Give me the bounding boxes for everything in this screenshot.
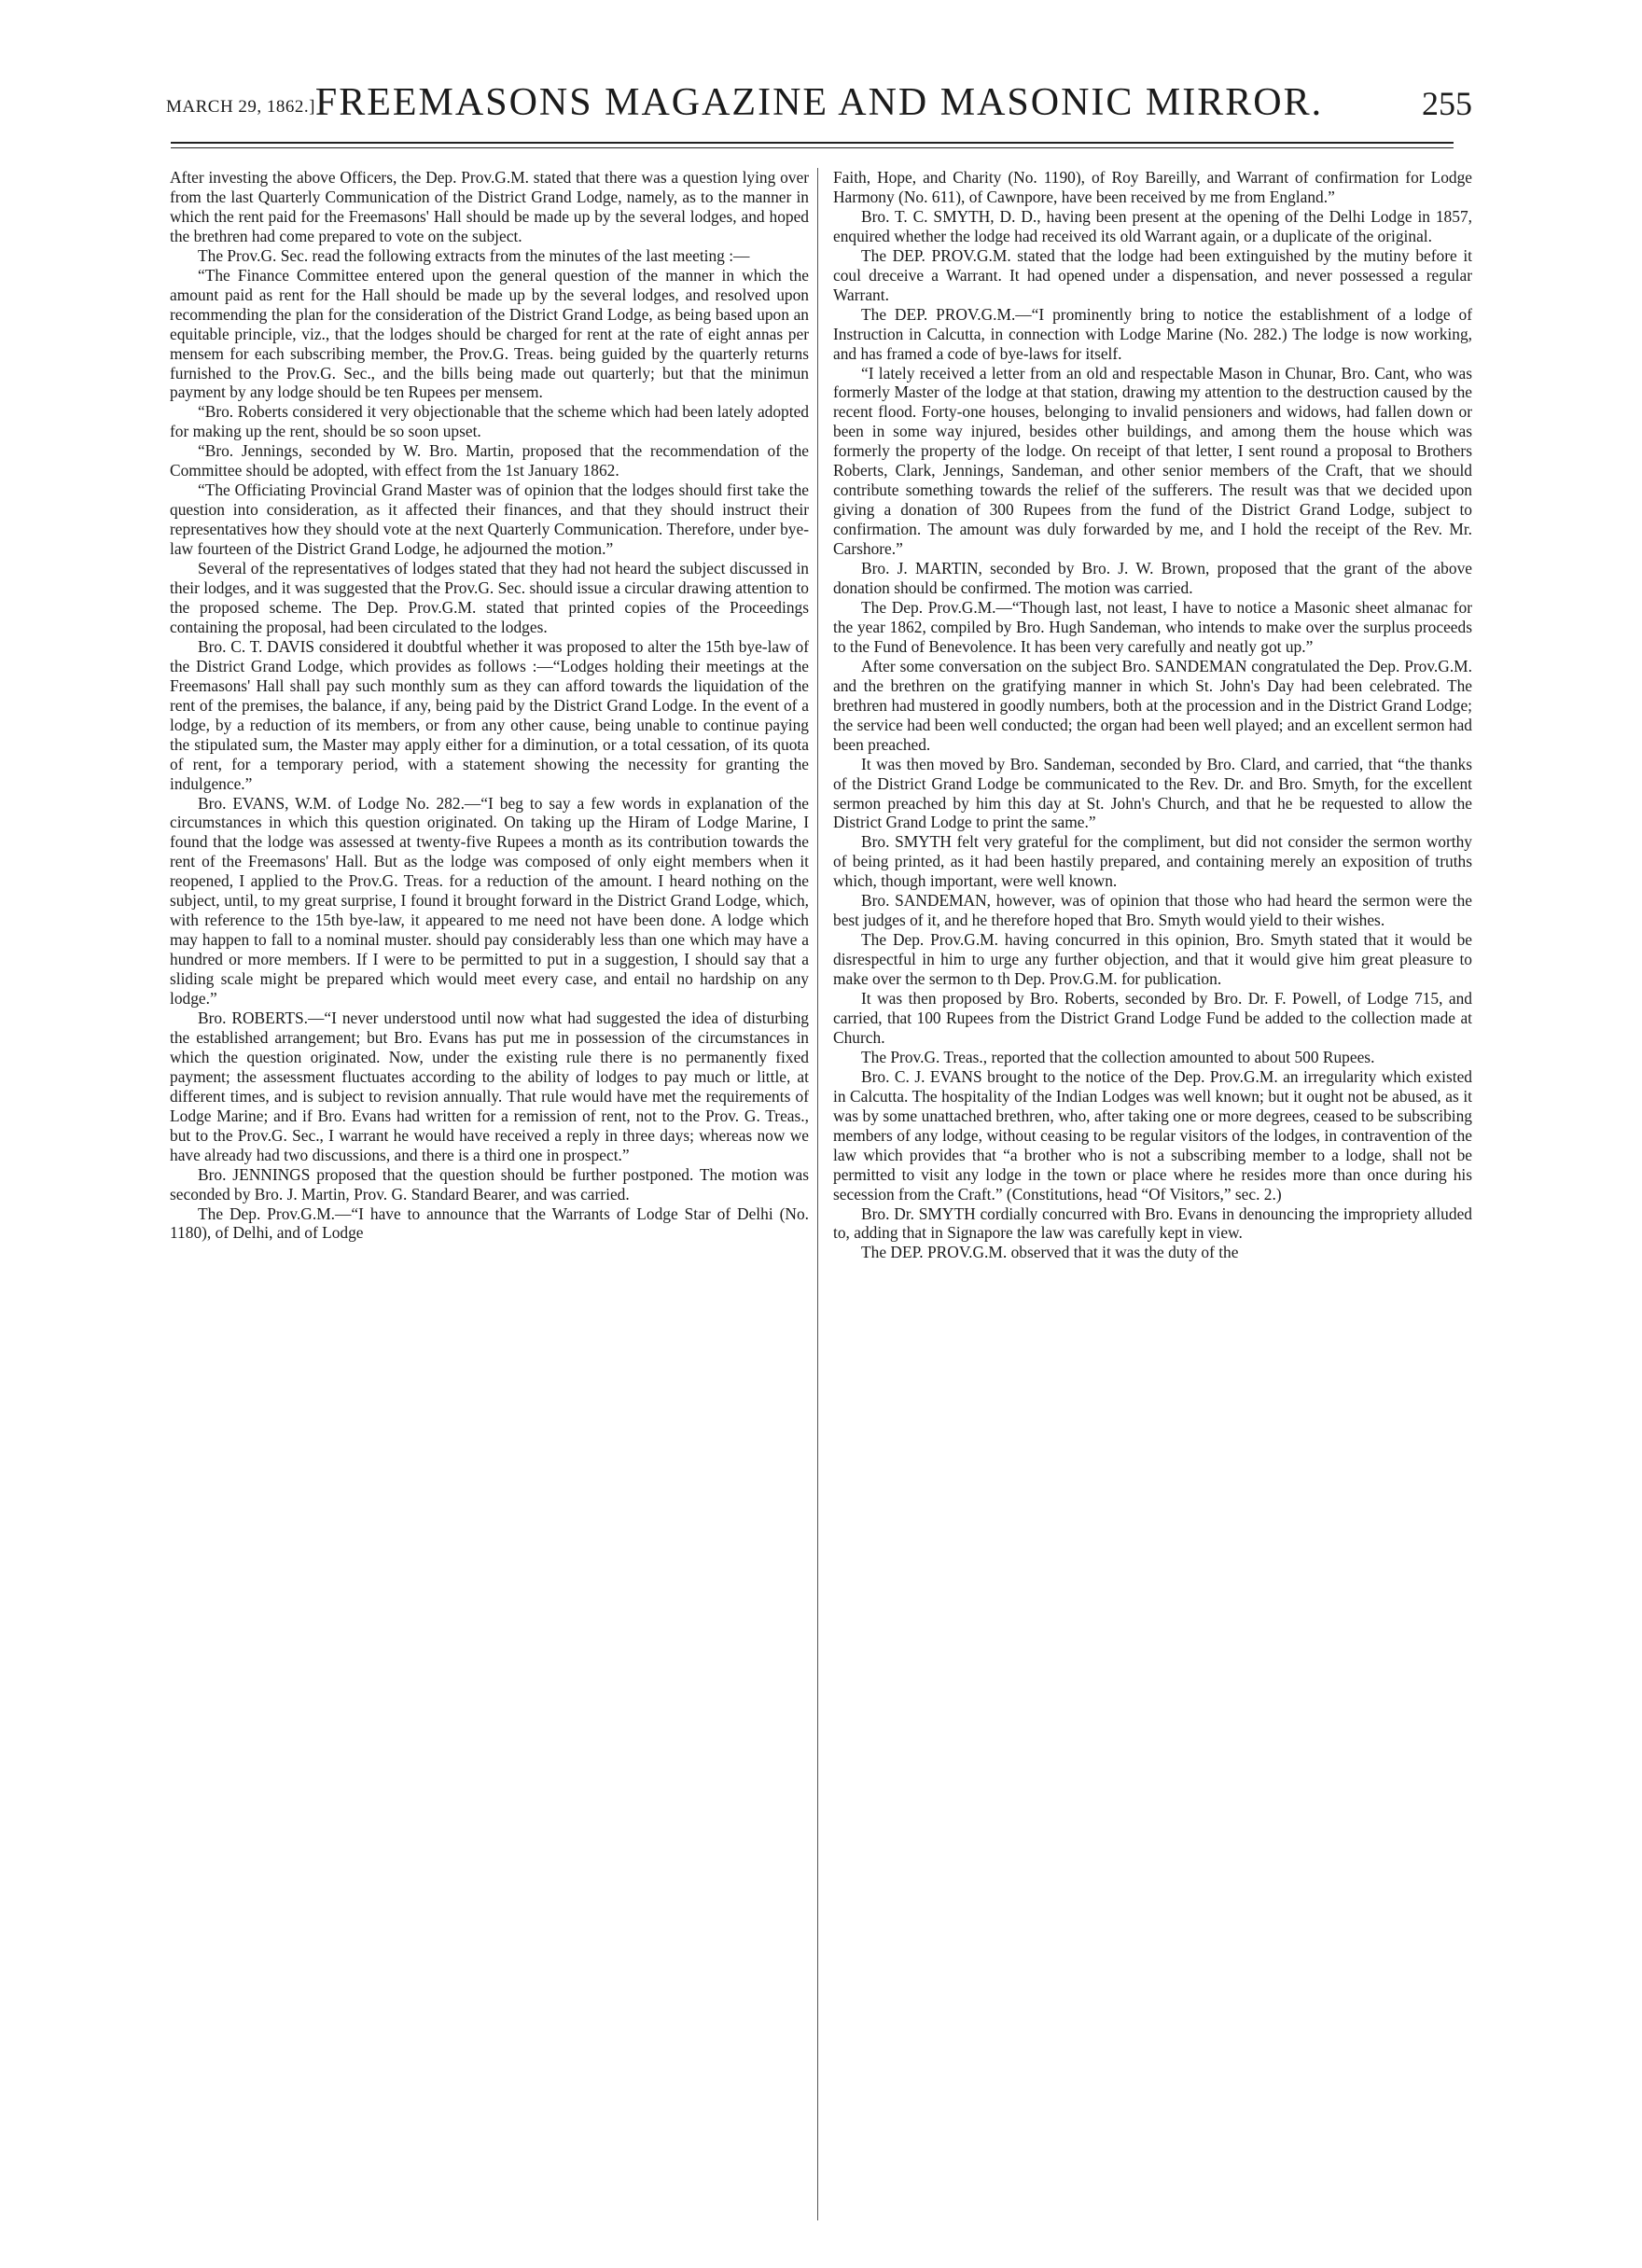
issue-date: MARCH 29, 1862.] — [166, 97, 316, 117]
paragraph: Bro. SANDEMAN, however, was of opinion that those who had heard the sermon were the best judges of it, and he therefore hoped that Bro. Smyth would yield to their wishes. — [833, 891, 1472, 930]
page-number: 255 — [1422, 85, 1472, 122]
paragraph: The DEP. PROV.G.M.—“I prominently bring to notice the establishment of a lodge of Instruction in Calcutta, in connection with Lodge Marine (No. 282.) The lodge is now working, and has framed a code of bye-laws for itself. — [833, 304, 1472, 363]
magazine-title: FREEMASONS MAGAZINE AND MASONIC MIRROR. — [314, 81, 1324, 124]
paragraph: It was then moved by Bro. Sandeman, seconded by Bro. Clard, and carried, that “the thanks of the District Grand Lodge be communicated to the Rev. Dr. and Bro. Smyth, for the excellent sermon preached by him this day at St. John's Church, and that he be requested to allow the District Grand Lodge to print the same.” — [833, 754, 1472, 832]
paragraph: The DEP. PROV.G.M. observed that it was the duty of the — [861, 1243, 1239, 1262]
right-column — [833, 168, 1472, 1262]
paragraph: Bro. T. C. SMYTH, D. D., having been present at the opening of the Delhi Lodge in 1857, enquired whether the lodge had received its old Warrant again, or a duplicate of the original. — [833, 206, 1472, 245]
paragraph: Bro. J. MARTIN, seconded by Bro. J. W. Brown, proposed that the grant of the above donation should be confirmed. The motion was carried. — [833, 559, 1472, 598]
left-column — [170, 168, 809, 1243]
paragraph: Bro. SMYTH felt very grateful for the compliment, but did not consider the sermon worthy of being printed, as it had been hastily prepared, and containing merely an exposition of truths which, though important, were well known. — [833, 832, 1472, 891]
paragraph: Bro. EVANS, W.M. of Lodge No. 282.—“I beg to say a few words in explanation of the circumstances in which this question originated. On taking up the Hiram of Lodge Marine, I found that the lodge was assessed at twenty-five Rupees a month as its contribution towards the rent of the Freemasons' Hall. But as the lodge was composed of only eight members when it reopened, I applied to the Prov.G. Treas. for a reduction of the amount. I heard nothing on the subject, until, to my great surprise, I found it brought forward in the District Grand Lodge, which, with reference to the 15th bye-law, it appeared to me need not have been done. A lodge which may happen to fall to a nominal muster. should pay considerably less than one which may have a hundred or more members. If I were to be permitted to put in a suggestion, I should say that a sliding scale might be prepared which would meet every case, and entail no hardship on any lodge.” — [170, 793, 809, 1009]
paragraph: Bro. ROBERTS.—“I never understood until now what had suggested the idea of disturbing the established arrangement; but Bro. Evans has put me in possession of the circumstances in which the question originated. Now, under the existing rule there is no permanently fixed payment; the assessment fluctuates according to the ability of lodges to pay much or little, at different times, and is subject to revision annually. That rule would have met the requirements of Lodge Marine; and if Bro. Evans had written for a remission of rent, not to the Prov. G. Treas., but to the Prov.G. Sec., I warrant he would have received a reply in three days; whereas now we have already had two discussions, and there is a third one in prospect.” — [170, 1008, 809, 1164]
column-divider — [817, 168, 818, 2220]
paragraph: The Dep. Prov.G.M.—“I have to announce that the Warrants of Lodge Star of Delhi (No. 1180), of Delhi, and of Lodge — [170, 1204, 809, 1243]
paragraph: Bro. C. T. DAVIS considered it doubtful whether it was proposed to alter the 15th bye-law of the District Grand Lodge, which provides as follows :—“Lodges holding their meetings at the Freemasons' Hall shall pay such monthly sum as they can afford towards the liquidation of the rent of the premises, the balance, if any, being paid by the District Grand Lodge. In the event of a lodge, by a reduction of its members, or from any other cause, being unable to continue paying the stipulated sum, the Master may apply either for a diminution, or a total cessation, of its quota of rent, for a temporary period, with a statement showing the necessity for granting the indulgence.” — [170, 636, 809, 793]
paragraph: The DEP. PROV.G.M. stated that the lodge had been extinguished by the mutiny before it coul dreceive a Warrant. It had opened under a dispensation, and never possessed a regular Warrant. — [833, 245, 1472, 304]
paragraph: It was then proposed by Bro. Roberts, seconded by Bro. Dr. F. Powell, of Lodge 715, and carried, that 100 Rupees from the District Grand Lodge Fund be added to the collection made at Church. — [833, 989, 1472, 1047]
header-rule — [171, 142, 1454, 144]
paragraph: Faith, Hope, and Charity (No. 1190), of Roy Bareilly, and Warrant of confirmation for Lodge Harmony (No. 611), of Cawnpore, have been received by me from England.” — [833, 168, 1472, 206]
paragraph: The Dep. Prov.G.M.—“Though last, not least, I have to notice a Masonic sheet almanac for the year 1862, compiled by Bro. Hugh Sandeman, who intends to make over the surplus proceeds to the Fund of Benevolence. It has been very carefully and neatly got up.” — [833, 597, 1472, 656]
running-header — [166, 80, 1472, 138]
paragraph: Bro. C. J. EVANS brought to the notice of the Dep. Prov.G.M. an irregularity which existed in Calcutta. The hospitality of the Indian Lodges was well known; but it ought not be abused, as it was by some unattached brethren, who, after taking one or more degrees, ceased to be subscribing members of any lodge, without ceasing to be regular visitors of the lodges, in contravention of the law which provides that “a brother who is not a subscribing member to a lodge, shall not be permitted to visit any lodge in the town or place where he resides more than once during his secession from the Craft.” (Constitutions, head “Of Visitors,” sec. 2.) — [833, 1066, 1472, 1204]
paragraph: The Dep. Prov.G.M. having concurred in this opinion, Bro. Smyth stated that it would be disrespectful in him to urge any further objection, and that it would give him great pleasure to make over the sermon to th Dep. Prov.G.M. for publication. — [833, 930, 1472, 989]
paragraph: “I lately received a letter from an old and respectable Mason in Chunar, Bro. Cant, who was formerly Master of the lodge at that station, drawing my attention to the destruction caused by the recent flood. Forty-one houses, belonging to invalid pensioners and widows, had fallen down or been in some way injured, besides other buildings, and among them the house which was formerly the property of the lodge. On receipt of that letter, I sent round a proposal to Brothers Roberts, Clark, Jennings, Sandeman, and other senior members of the Craft, that we should contribute something towards the relief of the sufferers. The result was that we decided upon giving a donation of 300 Rupees from the fund of the District Grand Lodge, subject to confirmation. The amount was duly forwarded by me, and I hold the receipt of the Rev. Mr. Carshore.” — [833, 363, 1472, 559]
paragraph: Several of the representatives of lodges stated that they had not heard the subject discussed in their lodges, and it was suggested that the Prov.G. Sec. should issue a circular drawing attention to the proposed scheme. The Dep. Prov.G.M. stated that printed copies of the Proceedings containing the proposal, had been circulated to the lodges. — [170, 559, 809, 636]
header-rule-thin — [171, 147, 1454, 148]
paragraph: Bro. Dr. SMYTH cordially concurred with Bro. Evans in denouncing the impropriety alluded to, adding that in Signapore the law was carefully kept in view. — [833, 1204, 1472, 1243]
paragraph: The Prov.G. Sec. read the following extracts from the minutes of the last meeting :— — [198, 245, 750, 265]
paragraph: Bro. JENNINGS proposed that the question should be further postponed. The motion was seconded by Bro. J. Martin, Prov. G. Standard Bearer, and was carried. — [170, 1164, 809, 1204]
paragraph: After investing the above Officers, the Dep. Prov.G.M. stated that there was a question lying over from the last Quarterly Communication of the District Grand Lodge, namely, as to the manner in which the rent paid for the Freemasons' Hall should be made up by the several lodges, and hoped the brethren had come prepared to vote on the subject. — [170, 168, 809, 245]
paragraph: “The Finance Committee entered upon the general question of the manner in which the amount paid as rent for the Hall should be made up by the several lodges, and resolved upon recommending the plan for the consideration of the District Grand Lodge, as being based upon an equitable principle, viz., that the lodges should be charged for rent at the rate of eight annas per mensem for each subscribing member, the Prov.G. Treas. being guided by the quarterly returns furnished to the Prov.G. Sec., and the bills being made out quarterly; but that the minimun payment by any lodge should be ten Rupees per mensem. — [170, 265, 809, 402]
paragraph: “Bro. Jennings, seconded by W. Bro. Martin, proposed that the recommendation of the Committee should be adopted, with effect from the 1st January 1862. — [170, 441, 809, 480]
paragraph: “The Officiating Provincial Grand Master was of opinion that the lodges should first take the question into consideration, as it affected their finances, and that they should instruct their representatives how they should vote at the next Quarterly Communication. Therefore, under bye-law fourteen of the District Grand Lodge, he adjourned the motion.” — [170, 480, 809, 559]
paragraph: “Bro. Roberts considered it very objectionable that the scheme which had been lately adopted for making up the rent, should be so soon upset. — [170, 402, 809, 441]
paragraph: After some conversation on the subject Bro. SANDEMAN congratulated the Dep. Prov.G.M. and the brethren on the gratifying manner in which St. John's Day had been celebrated. The brethren had mustered in goodly numbers, both at the procession and in the District Grand Lodge; the service had been well conducted; the organ had been well played; and an excellent sermon had been preached. — [833, 656, 1472, 754]
paragraph: The Prov.G. Treas., reported that the collection amounted to about 500 Rupees. — [861, 1047, 1375, 1066]
